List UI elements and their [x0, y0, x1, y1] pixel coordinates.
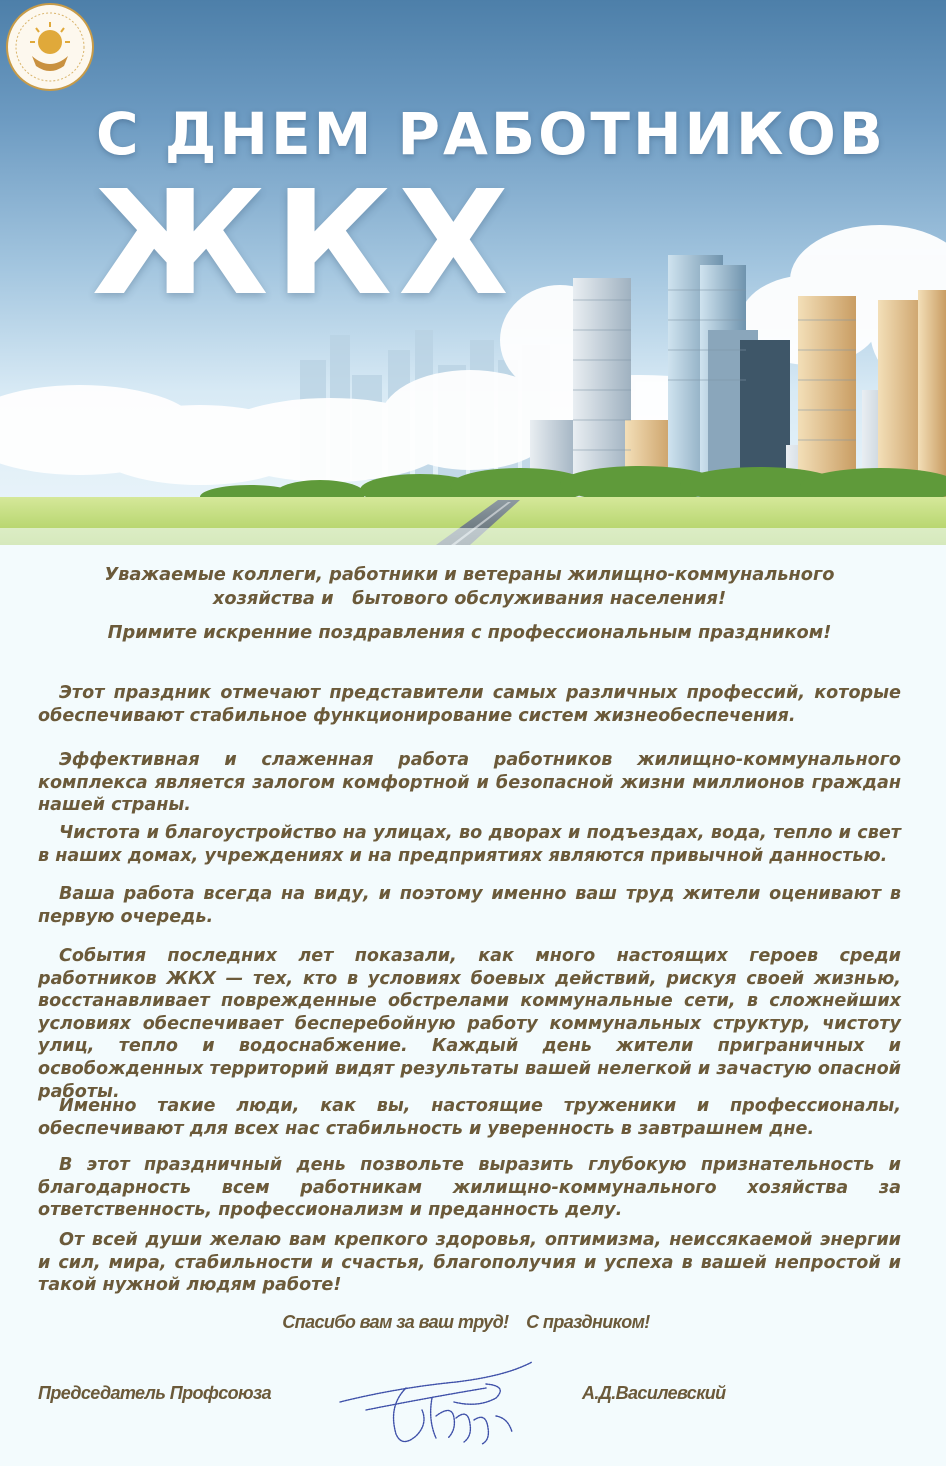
thanks-text: Спасибо вам за ваш труд!: [282, 1312, 509, 1332]
congratulations-line: Примите искренние поздравления с профессиональным праздником!: [107, 622, 832, 643]
signatory-title: Председатель Профсоюза: [38, 1383, 271, 1403]
letter-paragraph: От всей души желаю вам крепкого здоровья, оптимизма, неиссякаемой энергии и сил, мира, стабильности и счастья, благополучия и успеха в вашей непростой и такой нужной людям работе!: [38, 1230, 901, 1296]
greeting-heading: [38, 563, 901, 611]
banner-title-line2: ЖКХ: [92, 159, 515, 327]
letter-paragraph: В этот праздничный день позвольте выразить глубокую признательность и благодарность всем работникам жилищно-коммунального хозяйства за ответственность, профессионализм и преданность делу.: [38, 1155, 901, 1221]
holiday-banner: [0, 0, 946, 545]
letter-paragraph: Этот праздник отмечают представители самых различных профессий, которые обеспечивают стабильное функционирование систем жизнеобеспечения.: [38, 683, 901, 726]
union-emblem-icon: [2, 2, 98, 92]
closing-thanks: [0, 1312, 946, 1333]
banner-title-line1: С ДНЕМ РАБОТНИКОВ: [96, 100, 886, 168]
holiday-text: С праздником!: [526, 1312, 650, 1332]
letter-paragraph: События последних лет показали, как много настоящих героев среди работников ЖКХ — тех, кто в условиях боевых действий, рискуя своей жизнью, восстанавливает поврежденные обстрелами коммунальные сети, в сложнейших условиях обеспечивает бесперебойную работу коммунальных структур, чистоту улиц, тепло и водоснабжение. Каждый день жители приграничных и освобожденных территорий видят результаты вашей нелегкой и зачастую опасной работы.: [38, 946, 901, 1102]
letter-paragraph: Именно такие люди, как вы, настоящие труженики и профессионалы, обеспечивают для всех нас стабильность и уверенность в завтрашнем дне.: [38, 1096, 901, 1139]
letter-paragraph: Ваша работа всегда на виду, и поэтому именно ваш труд жители оценивают в первую очередь.: [38, 884, 901, 927]
handwritten-signature-icon: [336, 1358, 536, 1450]
letter-paragraph: Эффективная и слаженная работа работников жилищно-коммунального комплекса является залогом комфортной и безопасной жизни миллионов граждан нашей страны.: [38, 750, 901, 816]
signatory-name: А.Д.Василевский: [582, 1383, 726, 1403]
greeting-line-1: Уважаемые коллеги, работники и ветераны жилищно-коммунального: [104, 564, 835, 585]
letter-body: [38, 563, 901, 1296]
greeting-line-2: хозяйства и бытового обслуживания населения!: [212, 588, 727, 609]
letter-paragraph: Чистота и благоустройство на улицах, во дворах и подъездах, вода, тепло и свет в наших домах, учреждениях и на предприятиях являются привычной данностью.: [38, 823, 901, 866]
